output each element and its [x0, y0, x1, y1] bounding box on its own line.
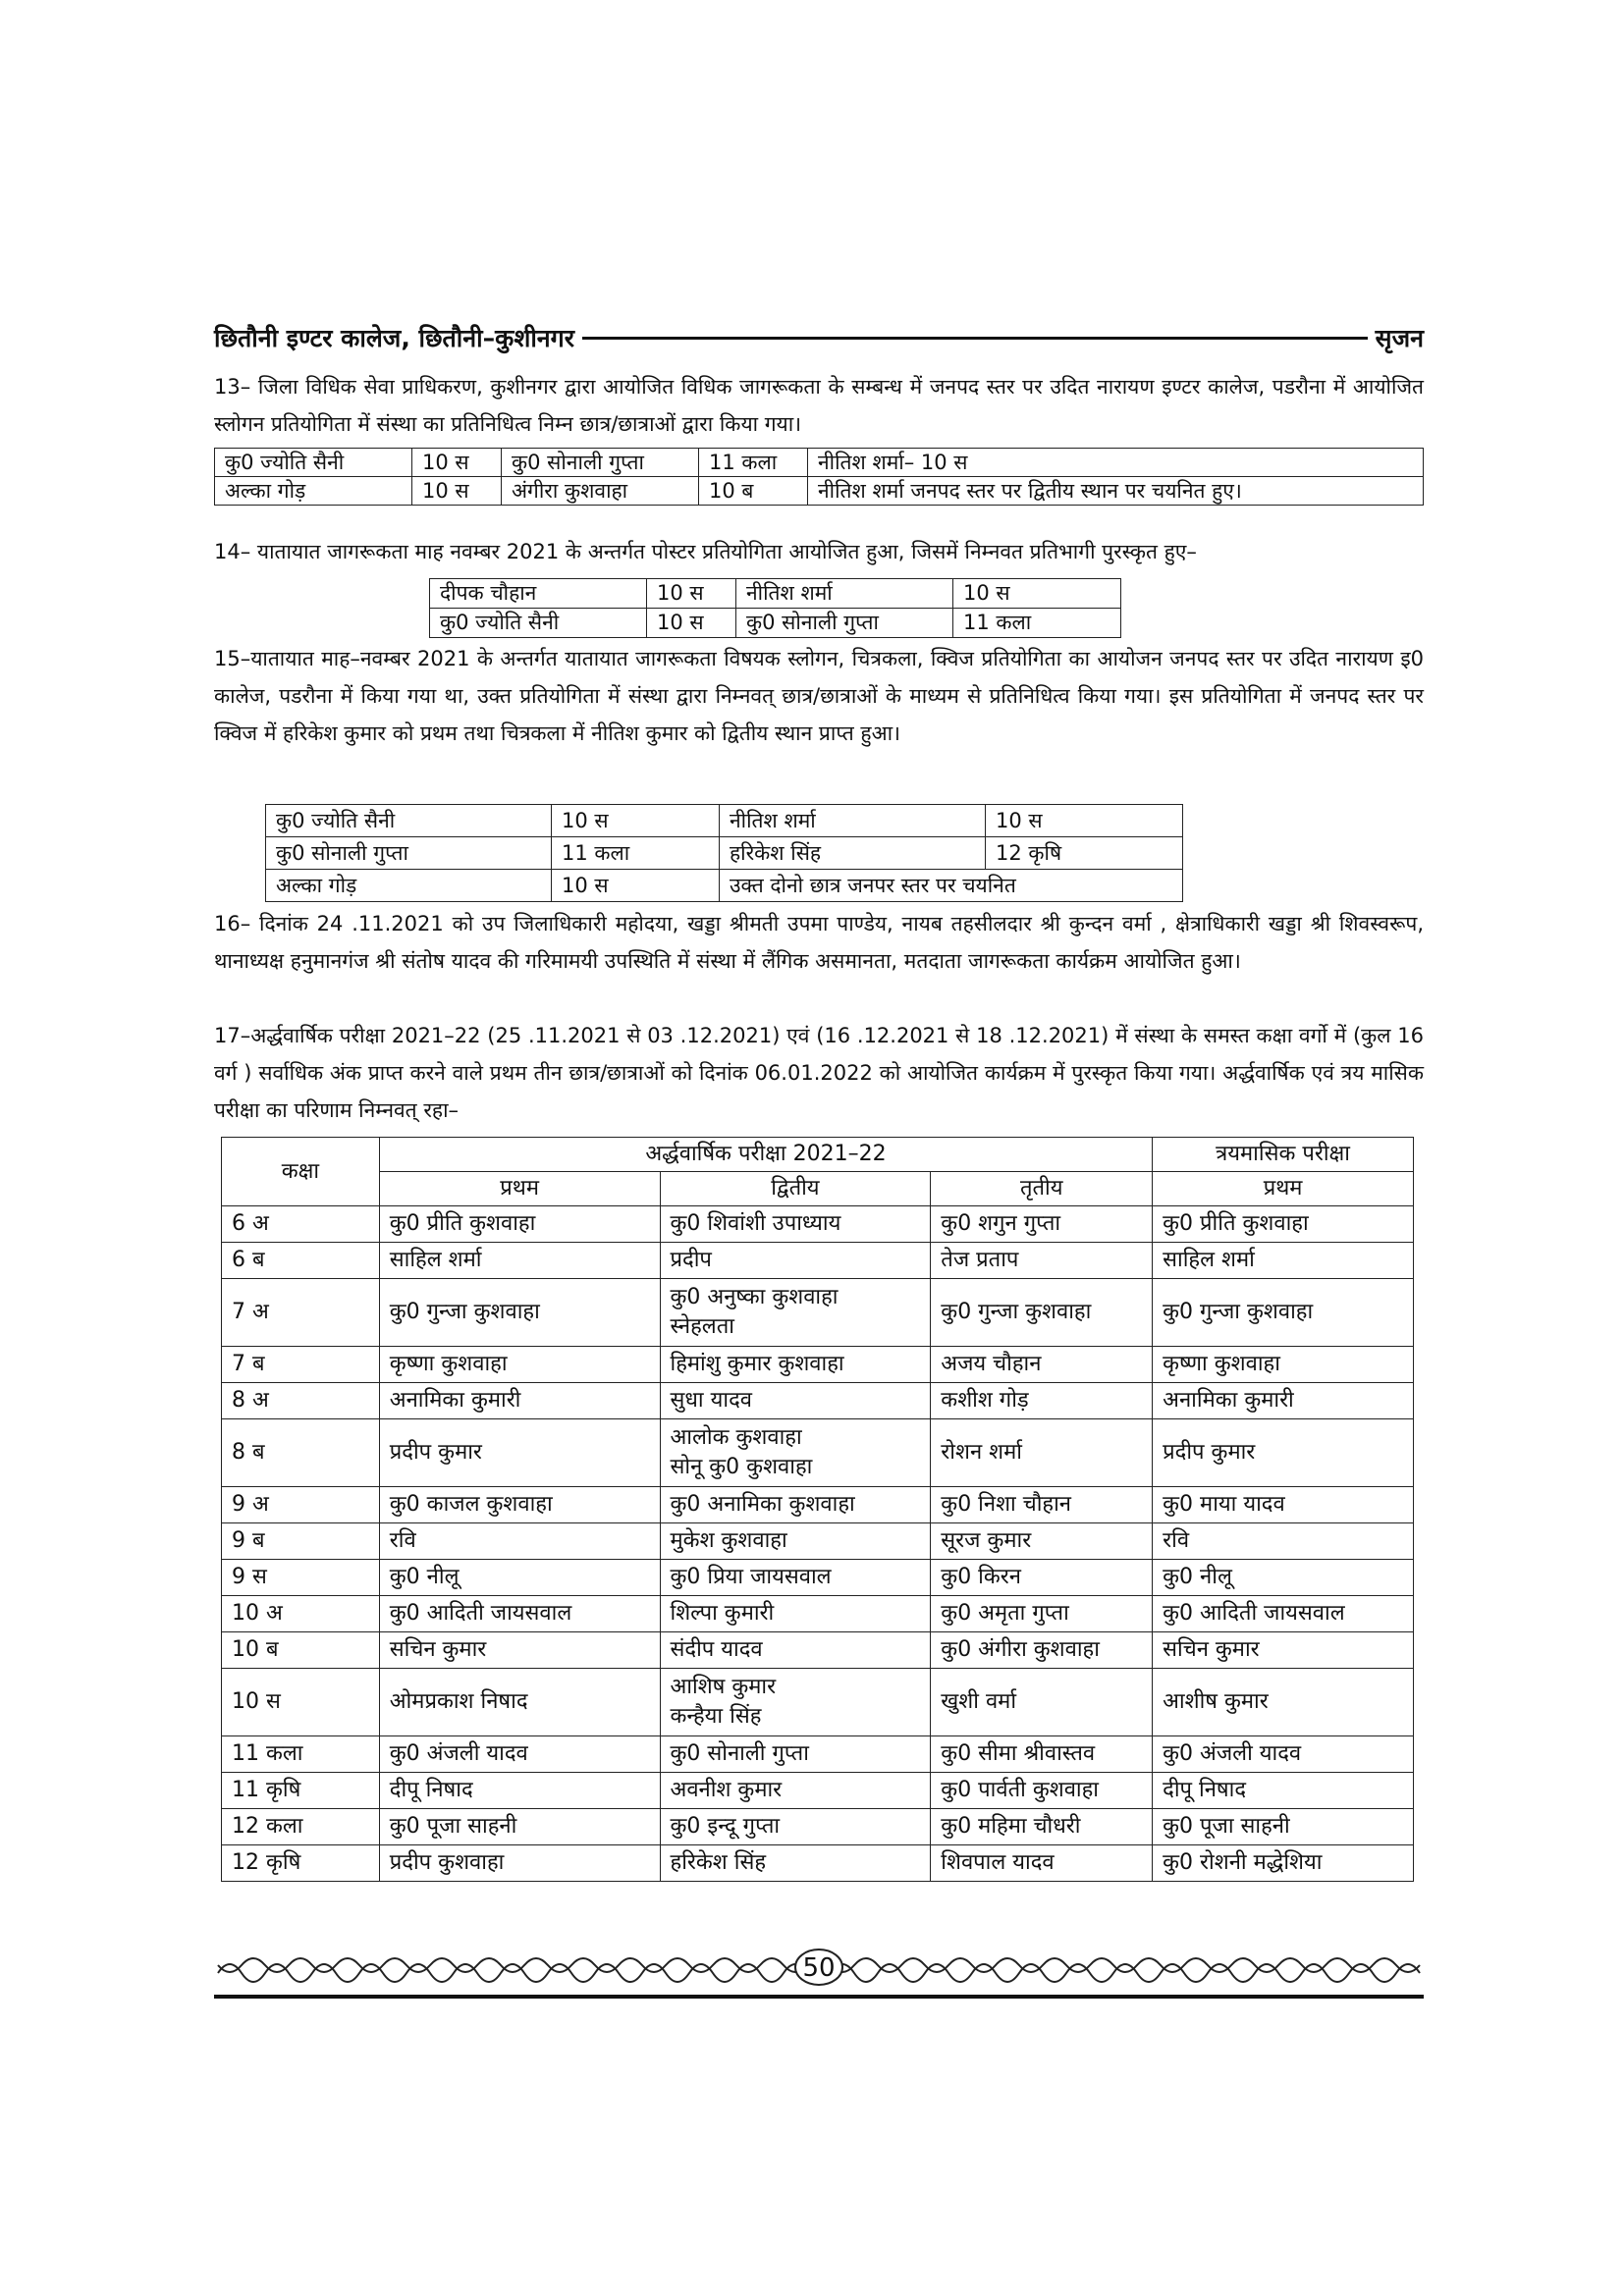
table-row [266, 870, 1183, 902]
table-cell: 11 कला [699, 449, 808, 477]
item-14-paragraph: 14– यातायात जागरूकता माह नवम्बर 2021 के अन्तर्गत पोस्टर प्रतियोगिता आयोजित हुआ, जिसमें निम्नवत प्रतिभागी पुरस्कृत हुए– [214, 540, 1197, 563]
table-cell: कु0 सोनाली गुप्ता [736, 609, 953, 638]
item-14-table [429, 578, 1121, 638]
table-cell: प्रदीप कुशवाहा [379, 1845, 660, 1882]
table-row [222, 1487, 1414, 1523]
table-row [430, 579, 1121, 609]
table-cell: शिल्पा कुमारी [660, 1596, 931, 1632]
table-cell: दीपू निषाद [379, 1773, 660, 1809]
table-cell: नीतिश शर्मा– 10 स [808, 449, 1424, 477]
table-cell: नीतिश शर्मा [736, 579, 953, 609]
table-cell: कु0 सीमा श्रीवास्तव [931, 1736, 1153, 1773]
table-row [266, 837, 1183, 870]
item-13-paragraph: 13– जिला विधिक सेवा प्राधिकरण, कुशीनगर द्वारा आयोजित विधिक जागरूकता के सम्बन्ध में जनपद स्तर पर उदित नारायण इण्टर कालेज, पडरौना में आयोजित स्लोगन प्रतियोगिता में संस्था का प्रतिनिधित्व निम्न छात्र/छात्राओं द्वारा किया गया। [214, 375, 1424, 436]
table-cell [660, 1279, 931, 1347]
table-cell: साहिल शर्मा [379, 1243, 660, 1279]
cell-line: कु0 अनुष्का कुशवाहा [670, 1285, 839, 1309]
table-cell: 10 स [647, 579, 736, 609]
table-cell: 10 स [412, 477, 502, 506]
table-row [222, 1736, 1414, 1773]
table-cell: कु0 अमृता गुप्ता [931, 1596, 1153, 1632]
table-cell: ओमप्रकाश निषाद [379, 1669, 660, 1736]
table-cell: रोशन शर्मा [931, 1419, 1153, 1487]
table-cell: कु0 सोनाली गुप्ता [266, 837, 552, 870]
table-cell: 7 ब [222, 1347, 380, 1383]
header-quarterly-first: प्रथम [1153, 1172, 1414, 1206]
table-cell: कु0 नीलू [1153, 1560, 1414, 1596]
cell-line: कन्हैया सिंह [670, 1704, 762, 1729]
table-cell: कु0 सोनाली गुप्ता [660, 1736, 931, 1773]
table-header-row [222, 1172, 1414, 1206]
table-cell: कु0 अंजली यादव [379, 1736, 660, 1773]
table-cell: रवि [379, 1523, 660, 1560]
table-cell: कु0 इन्दू गुप्ता [660, 1809, 931, 1845]
table-cell: 12 कला [222, 1809, 380, 1845]
header-first: प्रथम [379, 1172, 660, 1206]
table-cell: कु0 अंगीरा कुशवाहा [931, 1632, 1153, 1669]
table-cell: 10 ब [222, 1632, 380, 1669]
table-row [222, 1523, 1414, 1560]
table-cell: दीपक चौहान [430, 579, 647, 609]
table-cell: कु0 आदिती जायसवाल [379, 1596, 660, 1632]
table-cell: कु0 गुन्जा कुशवाहा [379, 1279, 660, 1347]
table-cell: अनामिका कुमारी [1153, 1383, 1414, 1419]
table-cell: अवनीश कुमार [660, 1773, 931, 1809]
table-row [215, 449, 1424, 477]
item-15-paragraph: 15–यातायात माह–नवम्बर 2021 के अन्तर्गत यातायात जागरूकता विषयक स्लोगन, चित्रकला, क्विज प्रतियोगिता का आयोजन जनपद स्तर पर उदित नारायण इ0 कालेज, पडरौना में किया गया था, उक्त प्रतियोगिता में संस्था द्वारा निम्नवत् छात्र/छात्राओं के माध्यम से प्रतिनिधित्व किया गया। इस प्रतियोगिता में जनपद स्तर पर क्विज में हरिकेश कुमार को प्रथम तथा चित्रकला में नीतिश कुमार को द्वितीय स्थान प्राप्त हुआ। [214, 647, 1424, 745]
table-cell [660, 1419, 931, 1487]
item-16-paragraph: 16– दिनांक 24 .11.2021 को उप जिलाधिकारी महोदया, खड्डा श्रीमती उपमा पाण्डेय, नायब तहसीलदार श्री कुन्दन वर्मा , क्षेत्राधिकारी खड्डा श्री शिवस्वरूप, थानाध्यक्ष हनुमानगंज श्री संतोष यादव की गरिमामयी उपस्थिति में संस्था में लैंगिक असमानता, मतदाता जागरूकता कार्यक्रम आयोजित हुआ। [214, 912, 1424, 973]
table-cell: 11 कला [953, 609, 1121, 638]
table-cell: कृष्णा कुशवाहा [1153, 1347, 1414, 1383]
table-cell: 10 स [647, 609, 736, 638]
table-row [222, 1279, 1414, 1347]
table-cell: हरिकेश सिंह [720, 837, 986, 870]
table-cell: कु0 ज्योति सैनी [430, 609, 647, 638]
table-cell: सचिन कुमार [379, 1632, 660, 1669]
table-cell: कु0 शिवांशी उपाध्याय [660, 1206, 931, 1243]
header-halfyearly: अर्द्धवार्षिक परीक्षा 2021–22 [379, 1138, 1152, 1172]
table-cell: सचिन कुमार [1153, 1632, 1414, 1669]
table-cell: कु0 माया यादव [1153, 1487, 1414, 1523]
table-cell: कु0 अनामिका कुशवाहा [660, 1487, 931, 1523]
table-cell: 12 कृषि [986, 837, 1183, 870]
cell-line: आलोक कुशवाहा [670, 1425, 802, 1450]
table-cell: 11 कला [222, 1736, 380, 1773]
table-cell: कु0 गुन्जा कुशवाहा [931, 1279, 1153, 1347]
table-cell: कु0 प्रीति कुशवाहा [1153, 1206, 1414, 1243]
table-cell: 10 स [552, 870, 720, 902]
table-row [222, 1596, 1414, 1632]
table-cell: 10 स [953, 579, 1121, 609]
table-cell: कु0 आदिती जायसवाल [1153, 1596, 1414, 1632]
table-cell: कशीश गोड़ [931, 1383, 1153, 1419]
table-row [222, 1632, 1414, 1669]
table-row [222, 1669, 1414, 1736]
footer-ornament [214, 1944, 1424, 1987]
college-name: छितौनी इण्टर कालेज, छितौनी–कुशीनगर [214, 324, 574, 352]
table-cell: 8 ब [222, 1419, 380, 1487]
table-cell: कु0 किरन [931, 1560, 1153, 1596]
table-cell: कु0 शगुन गुप्ता [931, 1206, 1153, 1243]
table-cell: संदीप यादव [660, 1632, 931, 1669]
footer-rule [214, 1995, 1424, 1999]
table-cell: शिवपाल यादव [931, 1845, 1153, 1882]
table-cell: मुकेश कुशवाहा [660, 1523, 931, 1560]
table-row [222, 1560, 1414, 1596]
table-cell: 6 अ [222, 1206, 380, 1243]
table-cell: कु0 निशा चौहान [931, 1487, 1153, 1523]
table-cell: 10 स [552, 805, 720, 837]
table-row [222, 1809, 1414, 1845]
header-class: कक्षा [222, 1138, 380, 1206]
table-cell: नीतिश शर्मा जनपद स्तर पर द्वितीय स्थान पर चयनित हुए। [808, 477, 1424, 506]
table-cell: 10 ब [699, 477, 808, 506]
table-row [222, 1243, 1414, 1279]
table-cell: प्रदीप कुमार [1153, 1419, 1414, 1487]
table-cell: 10 स [412, 449, 502, 477]
page-header [214, 316, 1424, 359]
cell-line: स्नेहलता [670, 1314, 734, 1339]
table-row [266, 805, 1183, 837]
table-cell: 9 स [222, 1560, 380, 1596]
table-cell: कु0 गुन्जा कुशवाहा [1153, 1279, 1414, 1347]
table-row [215, 477, 1424, 506]
table-row [222, 1347, 1414, 1383]
table-cell: 9 अ [222, 1487, 380, 1523]
table-cell: कु0 सोनाली गुप्ता [502, 449, 699, 477]
table-cell: कु0 पूजा साहनी [379, 1809, 660, 1845]
table-cell: 11 कृषि [222, 1773, 380, 1809]
table-cell: 12 कृषि [222, 1845, 380, 1882]
table-cell: 8 अ [222, 1383, 380, 1419]
table-row [222, 1383, 1414, 1419]
table-cell: अंगीरा कुशवाहा [502, 477, 699, 506]
item-15-table [265, 804, 1183, 902]
cell-line: आशिष कुमार [670, 1675, 777, 1699]
table-cell: अनामिका कुमारी [379, 1383, 660, 1419]
table-cell: अल्का गोड़ [266, 870, 552, 902]
table-cell: हरिकेश सिंह [660, 1845, 931, 1882]
table-cell: सूरज कुमार [931, 1523, 1153, 1560]
table-cell: 10 स [986, 805, 1183, 837]
table-cell: कृष्णा कुशवाहा [379, 1347, 660, 1383]
table-cell: कु0 अंजली यादव [1153, 1736, 1414, 1773]
table-cell: अजय चौहान [931, 1347, 1153, 1383]
table-row [222, 1206, 1414, 1243]
table-cell: 7 अ [222, 1279, 380, 1347]
ornament-left-icon [218, 1958, 807, 1982]
table-cell: दीपू निषाद [1153, 1773, 1414, 1809]
table-cell: कु0 महिमा चौधरी [931, 1809, 1153, 1845]
table-cell: साहिल शर्मा [1153, 1243, 1414, 1279]
table-row [222, 1845, 1414, 1882]
table-cell: खुशी वर्मा [931, 1669, 1153, 1736]
table-header-row [222, 1138, 1414, 1172]
table-cell: प्रदीप [660, 1243, 931, 1279]
table-cell: नीतिश शर्मा [720, 805, 986, 837]
table-cell: तेज प्रताप [931, 1243, 1153, 1279]
table-row [222, 1419, 1414, 1487]
table-cell: कु0 नीलू [379, 1560, 660, 1596]
header-quarterly: त्रयमासिक परीक्षा [1153, 1138, 1414, 1172]
item-13-table [214, 448, 1424, 506]
table-cell: कु0 पार्वती कुशवाहा [931, 1773, 1153, 1809]
table-cell: 10 स [222, 1669, 380, 1736]
table-cell: 6 ब [222, 1243, 380, 1279]
table-cell: 10 अ [222, 1596, 380, 1632]
item-17-paragraph: 17–अर्द्धवार्षिक परीक्षा 2021–22 (25 .11.2021 से 03 .12.2021) एवं (16 .12.2021 से 18 .12.2021) में संस्था के समस्त कक्षा वर्गो में (कुल 16 वर्ग ) सर्वाधिक अंक प्राप्त करने वाले प्रथम तीन छात्र/छात्राओं को दिनांक 06.01.2022 को आयोजित कार्यक्रम में पुरस्कृत किया गया। अर्द्धवार्षिक एवं त्रय मासिक परीक्षा का परिणाम निम्नवत् रहा– [214, 1024, 1424, 1122]
table-cell: कु0 प्रिया जायसवाल [660, 1560, 931, 1596]
results-table [221, 1137, 1414, 1882]
table-cell [660, 1669, 931, 1736]
header-rule [582, 337, 1368, 340]
cell-line: सोनू कु0 कुशवाहा [670, 1455, 813, 1479]
table-cell: रवि [1153, 1523, 1414, 1560]
table-cell: प्रदीप कुमार [379, 1419, 660, 1487]
header-second: द्वितीय [660, 1172, 931, 1206]
page-number: 50 [802, 1953, 836, 1983]
table-cell: कु0 ज्योति सैनी [266, 805, 552, 837]
table-cell: कु0 पूजा साहनी [1153, 1809, 1414, 1845]
table-cell: अल्का गोड़ [215, 477, 412, 506]
table-cell: कु0 रोशनी मद्धेशिया [1153, 1845, 1414, 1882]
header-third: तृतीय [931, 1172, 1153, 1206]
table-cell: कु0 प्रीति कुशवाहा [379, 1206, 660, 1243]
table-cell: 11 कला [552, 837, 720, 870]
table-cell: आशीष कुमार [1153, 1669, 1414, 1736]
table-cell: कु0 काजल कुशवाहा [379, 1487, 660, 1523]
table-row [222, 1773, 1414, 1809]
table-cell: सुधा यादव [660, 1383, 931, 1419]
ornament-right-icon [831, 1958, 1420, 1982]
table-cell: हिमांशु कुमार कुशवाहा [660, 1347, 931, 1383]
table-cell: कु0 ज्योति सैनी [215, 449, 412, 477]
table-row [430, 609, 1121, 638]
table-cell: उक्त दोनो छात्र जनपर स्तर पर चयनित [720, 870, 1183, 902]
magazine-name: सृजन [1375, 324, 1424, 352]
table-cell: 9 ब [222, 1523, 380, 1560]
